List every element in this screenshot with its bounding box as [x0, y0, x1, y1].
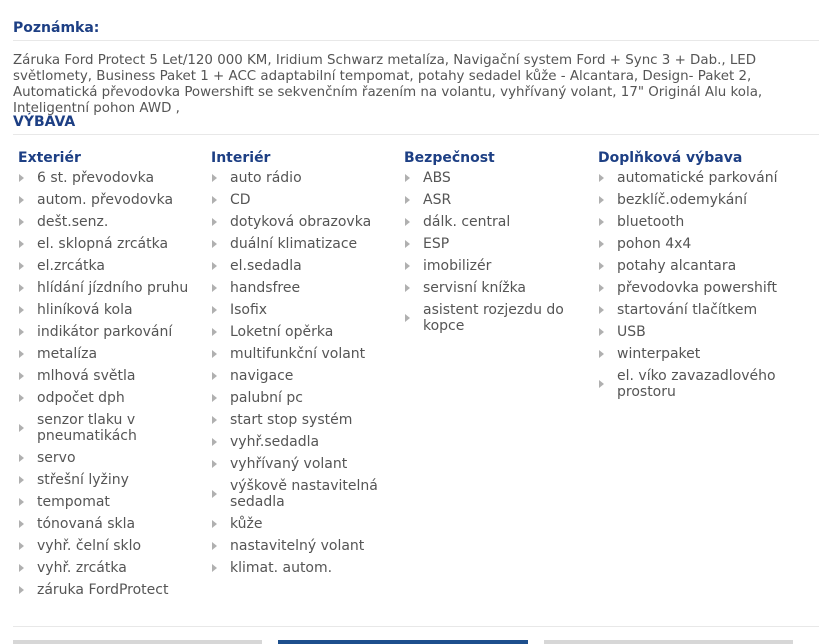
- triangle-bullet-icon: [212, 350, 217, 358]
- triangle-bullet-icon: [212, 240, 217, 248]
- triangle-bullet-icon: [212, 542, 217, 550]
- triangle-bullet-icon: [19, 498, 24, 506]
- equipment-item-label: palubní pc: [230, 390, 303, 406]
- equipment-item-label: startování tlačítkem: [617, 302, 758, 318]
- triangle-bullet-icon: [19, 372, 24, 380]
- equipment-item-label: ABS: [423, 170, 451, 186]
- equipment-item: [598, 258, 788, 274]
- equipment-item-label: mlhová světla: [37, 368, 136, 384]
- equipment-item: [211, 368, 401, 384]
- triangle-bullet-icon: [19, 174, 24, 182]
- triangle-bullet-icon: [405, 262, 410, 270]
- equipment-item: [404, 258, 594, 274]
- equipment-item: [211, 170, 401, 186]
- equipment-item: [404, 302, 594, 334]
- equipment-item-label: pohon 4x4: [617, 236, 692, 252]
- divider: [13, 134, 819, 135]
- equipment-item: [598, 236, 788, 252]
- note-text: Záruka Ford Protect 5 Let/120 000 KM, Iridium Schwarz metalíza, Navigační system Ford + Sync 3 + Dab., LED světlomety, Business Paket 1 + ACC adaptabilní tempomat, potahy sedadel kůže - Alcantara, Design- Paket 2, Automatická převodovka Powershift se sekvenčním řazením na volantu, vyhřívaný volant, 17" Originál Alu kola, Inteligentní pohon AWD ,: [13, 53, 763, 116]
- equipment-item: [18, 236, 208, 252]
- equipment-item: [18, 214, 208, 230]
- triangle-bullet-icon: [19, 350, 24, 358]
- triangle-bullet-icon: [212, 306, 217, 314]
- equipment-item: [211, 538, 401, 554]
- equipment-item-label: nastavitelný volant: [230, 538, 365, 554]
- equipment-item-label: hlídání jízdního pruhu: [37, 280, 189, 296]
- triangle-bullet-icon: [599, 174, 604, 182]
- equipment-item: [211, 192, 401, 208]
- equipment-item-label: multifunkční volant: [230, 346, 366, 362]
- equipment-item-label: převodovka powershift: [617, 280, 777, 296]
- equipment-item-label: potahy alcantara: [617, 258, 737, 274]
- equipment-item-label: metalíza: [37, 346, 98, 362]
- equipment-item: [211, 390, 401, 406]
- equipment-item-label: servisní knížka: [423, 280, 527, 296]
- triangle-bullet-icon: [599, 196, 604, 204]
- equipment-item-label: tónovaná skla: [37, 516, 136, 532]
- triangle-bullet-icon: [212, 416, 217, 424]
- equipment-item: [18, 170, 208, 186]
- triangle-bullet-icon: [212, 328, 217, 336]
- equipment-item: [598, 368, 788, 400]
- equipment-item: [404, 214, 594, 230]
- triangle-bullet-icon: [212, 196, 217, 204]
- triangle-bullet-icon: [19, 284, 24, 292]
- equipment-item: [211, 236, 401, 252]
- equipment-item-label: záruka FordProtect: [37, 582, 169, 598]
- equipment-item: [598, 214, 788, 230]
- equipment-item: [404, 280, 594, 296]
- equipment-column: [404, 150, 594, 340]
- equipment-list: [211, 170, 401, 576]
- equipment-list: [18, 170, 208, 598]
- triangle-bullet-icon: [212, 564, 217, 572]
- equipment-item-label: kůže: [230, 516, 263, 532]
- equipment-item-label: USB: [617, 324, 646, 340]
- column-title: Bezpečnost: [404, 150, 495, 166]
- equipment-item-label: imobilizér: [423, 258, 492, 274]
- triangle-bullet-icon: [212, 438, 217, 446]
- triangle-bullet-icon: [19, 240, 24, 248]
- equipment-item-label: auto rádio: [230, 170, 302, 186]
- equipment-item-label: autom. převodovka: [37, 192, 174, 208]
- equipment-item: [211, 412, 401, 428]
- equipment-item-label: el.zrcátka: [37, 258, 105, 274]
- equipment-column: [598, 150, 788, 406]
- equipment-item-label: navigace: [230, 368, 294, 384]
- triangle-bullet-icon: [19, 586, 24, 594]
- equipment-item-label: klimat. autom.: [230, 560, 333, 576]
- equipment-item-label: dotyková obrazovka: [230, 214, 372, 230]
- equipment-item-label: vyhřívaný volant: [230, 456, 348, 472]
- equipment-item-label: CD: [230, 192, 251, 208]
- equipment-item-label: tempomat: [37, 494, 110, 510]
- equipment-item: [211, 324, 401, 340]
- equipment-item-label: bezklíč.odemykání: [617, 192, 748, 208]
- equipment-item-label: výškově nastavitelná sedadla: [230, 478, 378, 510]
- equipment-item-label: střešní lyžiny: [37, 472, 129, 488]
- triangle-bullet-icon: [405, 284, 410, 292]
- equipment-item-label: winterpaket: [617, 346, 701, 362]
- equipment-item: [18, 582, 208, 598]
- equipment-item-label: Isofix: [230, 302, 268, 318]
- triangle-bullet-icon: [19, 328, 24, 336]
- tab-middle-active[interactable]: [278, 640, 528, 644]
- triangle-bullet-icon: [19, 196, 24, 204]
- equipment-list: [598, 170, 788, 400]
- tab-left[interactable]: [13, 640, 262, 644]
- equipment-item-label: bluetooth: [617, 214, 685, 230]
- equipment-item: [18, 346, 208, 362]
- equipment-item: [211, 478, 401, 510]
- equipment-item: [18, 560, 208, 576]
- triangle-bullet-icon: [212, 218, 217, 226]
- column-title: Exteriér: [18, 150, 81, 166]
- equipment-item-label: vyhř.sedadla: [230, 434, 320, 450]
- equipment-heading: VÝBAVA: [13, 114, 76, 130]
- equipment-item: [18, 280, 208, 296]
- triangle-bullet-icon: [19, 520, 24, 528]
- triangle-bullet-icon: [599, 380, 604, 388]
- triangle-bullet-icon: [599, 328, 604, 336]
- triangle-bullet-icon: [212, 262, 217, 270]
- column-title: Doplňková výbava: [598, 150, 743, 166]
- triangle-bullet-icon: [19, 542, 24, 550]
- equipment-item: [211, 280, 401, 296]
- equipment-item: [18, 412, 208, 444]
- equipment-item: [18, 258, 208, 274]
- triangle-bullet-icon: [405, 174, 410, 182]
- equipment-item-label: ESP: [423, 236, 450, 252]
- tab-right[interactable]: [544, 640, 793, 644]
- equipment-item: [211, 214, 401, 230]
- divider: [13, 40, 819, 41]
- triangle-bullet-icon: [212, 460, 217, 468]
- equipment-list: [404, 170, 594, 334]
- equipment-item: [18, 472, 208, 488]
- equipment-item: [404, 236, 594, 252]
- triangle-bullet-icon: [599, 218, 604, 226]
- equipment-item-label: start stop systém: [230, 412, 353, 428]
- triangle-bullet-icon: [19, 454, 24, 462]
- equipment-item: [211, 560, 401, 576]
- equipment-item-label: el. víko zavazadlového prostoru: [617, 368, 776, 400]
- equipment-item-label: dešt.senz.: [37, 214, 109, 230]
- equipment-item: [211, 456, 401, 472]
- equipment-item-label: odpočet dph: [37, 390, 125, 406]
- equipment-item: [18, 390, 208, 406]
- equipment-item: [18, 368, 208, 384]
- triangle-bullet-icon: [19, 262, 24, 270]
- equipment-item: [598, 346, 788, 362]
- equipment-item-label: servo: [37, 450, 76, 466]
- note-heading: Poznámka:: [13, 20, 100, 36]
- equipment-item: [18, 516, 208, 532]
- equipment-item-label: hliníková kola: [37, 302, 133, 318]
- equipment-item: [18, 450, 208, 466]
- triangle-bullet-icon: [19, 424, 24, 432]
- divider: [13, 626, 819, 627]
- equipment-item: [211, 516, 401, 532]
- equipment-item: [404, 170, 594, 186]
- equipment-item-label: senzor tlaku v pneumatikách: [37, 412, 137, 444]
- triangle-bullet-icon: [19, 218, 24, 226]
- equipment-item-label: dálk. central: [423, 214, 511, 230]
- equipment-item: [211, 258, 401, 274]
- triangle-bullet-icon: [212, 174, 217, 182]
- equipment-item-label: duální klimatizace: [230, 236, 358, 252]
- equipment-item: [18, 538, 208, 554]
- triangle-bullet-icon: [19, 306, 24, 314]
- equipment-item-label: handsfree: [230, 280, 301, 296]
- equipment-item: [598, 192, 788, 208]
- equipment-column: [211, 150, 401, 582]
- equipment-item-label: indikátor parkování: [37, 324, 173, 340]
- equipment-item: [598, 302, 788, 318]
- equipment-item-label: asistent rozjezdu do kopce: [423, 302, 564, 334]
- triangle-bullet-icon: [599, 262, 604, 270]
- triangle-bullet-icon: [212, 394, 217, 402]
- triangle-bullet-icon: [19, 476, 24, 484]
- column-title: Interiér: [211, 150, 271, 166]
- triangle-bullet-icon: [405, 314, 410, 322]
- triangle-bullet-icon: [405, 240, 410, 248]
- triangle-bullet-icon: [212, 372, 217, 380]
- equipment-item-label: 6 st. převodovka: [37, 170, 155, 186]
- equipment-item: [18, 324, 208, 340]
- equipment-item: [211, 302, 401, 318]
- equipment-item-label: Loketní opěrka: [230, 324, 334, 340]
- triangle-bullet-icon: [599, 306, 604, 314]
- equipment-item: [18, 494, 208, 510]
- triangle-bullet-icon: [19, 564, 24, 572]
- triangle-bullet-icon: [405, 218, 410, 226]
- equipment-item-label: el. sklopná zrcátka: [37, 236, 169, 252]
- equipment-item: [18, 302, 208, 318]
- equipment-item-label: automatické parkování: [617, 170, 778, 186]
- triangle-bullet-icon: [599, 284, 604, 292]
- equipment-item: [211, 346, 401, 362]
- triangle-bullet-icon: [212, 284, 217, 292]
- equipment-item: [18, 192, 208, 208]
- triangle-bullet-icon: [405, 196, 410, 204]
- equipment-item: [211, 434, 401, 450]
- equipment-column: [18, 150, 208, 604]
- equipment-item-label: el.sedadla: [230, 258, 302, 274]
- equipment-item: [598, 170, 788, 186]
- triangle-bullet-icon: [212, 490, 217, 498]
- equipment-item-label: vyhř. zrcátka: [37, 560, 127, 576]
- equipment-item: [404, 192, 594, 208]
- equipment-item: [598, 280, 788, 296]
- equipment-item: [598, 324, 788, 340]
- triangle-bullet-icon: [599, 350, 604, 358]
- equipment-item-label: ASR: [423, 192, 452, 208]
- triangle-bullet-icon: [19, 394, 24, 402]
- triangle-bullet-icon: [599, 240, 604, 248]
- triangle-bullet-icon: [212, 520, 217, 528]
- equipment-item-label: vyhř. čelní sklo: [37, 538, 142, 554]
